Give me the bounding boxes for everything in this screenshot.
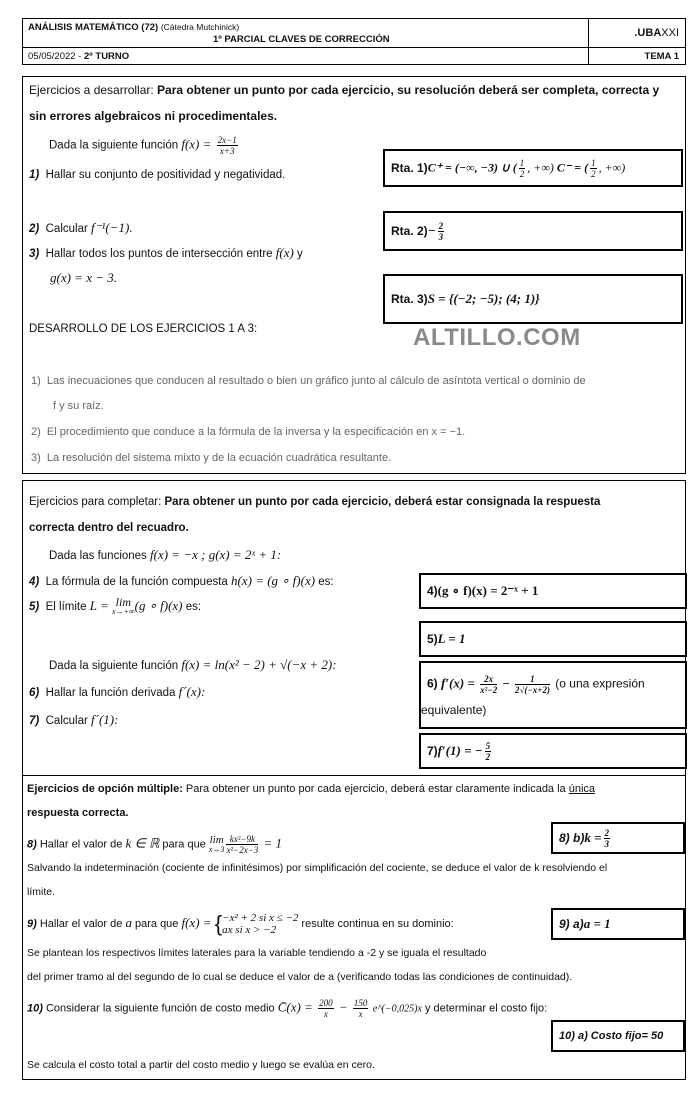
answer-box-9: 9) a) a = 1	[551, 908, 685, 940]
answer-box-1: Rta. 1) C⁺ = (−∞, −3) ∪ ( $\frac{1}{2}$ , +∞) C⁻ = ( $\frac{1}{2}$ , +∞)	[383, 149, 683, 187]
exercise-6: 6) Hallar la función derivada f´(x):	[29, 684, 206, 699]
exercise-9: 9) Hallar el valor de a para que f(x) = { −x² + 2 si x ≤ −2 ax si x > −2 resulte continua en su dominio:	[27, 911, 454, 936]
answer-box-6: 6) f′(x) = $\frac{2x}{\text{x²−2}}$ − $\frac{1}{2√(-x+2)}$ (o una expresión equivalente)	[419, 661, 687, 729]
given-functions: Dada las funciones f(x) = −x ; g(x) = 2ˣ + 1:	[49, 547, 282, 562]
exam-title: 1º PARCIAL CLAVES DE CORRECCIÓN	[213, 34, 390, 45]
development-1: 1) Las inecuaciones que conducen al resultado o bien un gráfico junto al cálculo de asíntota vertical o dominio de	[31, 375, 586, 387]
section-develop	[22, 76, 686, 474]
answer-box-4: 4) (g ∘ f)(x) = 2⁻ˣ + 1	[419, 573, 687, 609]
given-function-2: Dada la siguiente función f(x) = ln(x² − 2) + √(−x + 2):	[49, 657, 337, 672]
section1-intro-line2: sin errores algebraicos ni procedimentales.	[29, 109, 278, 123]
header-row-1	[22, 18, 686, 48]
exercise-2: 2) Calcular f⁻¹(−1).	[29, 220, 133, 235]
section-complete	[22, 480, 686, 776]
exercise-3-line2: g(x) = x − 3.	[50, 270, 117, 285]
section3-intro-line1: Ejercicios de opción múltiple: Para obtener un punto por cada ejercicio, deberá estar claramente indicada la única	[27, 783, 596, 795]
section1-intro-line1: Ejercicios a desarrollar: Para obtener un punto por cada ejercicio, su resolución deberá ser completa, correcta y	[29, 83, 660, 97]
explanation-9-line1: Se plantean los respectivos límites laterales para la variable tendiendo a -2 y se iguala el resultado	[27, 947, 487, 959]
section-multiple-choice	[22, 775, 686, 1080]
exercise-3: 3) Hallar todos los puntos de intersección entre f(x) y	[29, 245, 303, 260]
given-function: Dada la siguiente función f(x) = $\frac{2x-1}{x+3}$	[49, 135, 237, 156]
section3-intro-line2: respuesta correcta.	[27, 807, 129, 819]
section2-intro-line2: correcta dentro del recuadro.	[29, 522, 189, 534]
development-2: 2) El procedimiento que conduce a la fórmula de la inversa y la especificación en x = −1.	[31, 426, 466, 438]
tema-label: TEMA 1	[644, 51, 679, 62]
answer-box-7: 7) f′(1) = − $\frac{5}{2}$	[419, 733, 687, 769]
answer-box-2: Rta. 2) − $\frac{2}{3}$	[383, 211, 683, 251]
uba-xxi-logo: .UBAXXI	[634, 27, 679, 39]
exercise-1: 1) Hallar su conjunto de positividad y negatividad.	[29, 169, 286, 181]
course-name: ANÁLISIS MATEMÁTICO (72) (Cátedra Mutchinick)	[28, 22, 240, 33]
exercise-4: 4) La fórmula de la función compuesta h(x) = (g ∘ f)(x) es:	[29, 573, 334, 588]
explanation-8-line2: límite.	[27, 886, 56, 898]
header-title-cell	[23, 19, 589, 47]
explanation-9-line2: del primer tramo al del segundo de lo cual se deduce el valor de a (verificando todas las condiciones de continuidad).	[27, 971, 573, 983]
exercise-5: 5) El límite L = lim x→+∞ (g ∘ f)(x) es:	[29, 595, 202, 616]
development-3: 3) La resolución del sistema mixto y de la ecuación cuadrática resultante.	[31, 452, 392, 464]
header-row-2	[22, 47, 686, 65]
answer-box-10: 10) a) Costo fijo= 50	[551, 1020, 685, 1052]
exam-date: 05/05/2022 - 2º TURNO	[28, 51, 130, 62]
explanation-8-line1: Salvando la indeterminación (cociente de infinitésimos) por simplificación del cociente, se deduce el valor de k resolviendo el	[27, 862, 608, 874]
logo-cell	[589, 19, 685, 47]
date-cell	[23, 48, 589, 64]
tema-cell	[589, 48, 685, 64]
exercise-8: 8) Hallar el valor de k ∈ ℝ para que lim x→3 $\frac{\text{kx²−9k}}{\text{x²−2x−3}}$ = 1	[27, 833, 283, 855]
section2-intro-line1: Ejercicios para completar: Para obtener un punto por cada ejercicio, deberá estar consignada la respuesta	[29, 496, 601, 508]
answer-box-8: 8) b) k = $\frac{2}{3}$	[551, 822, 685, 854]
explanation-10: Se calcula el costo total a partir del costo medio y luego se evalúa en cero.	[27, 1059, 375, 1071]
development-1-line2: f y su raíz.	[53, 400, 104, 412]
development-title: DESARROLLO DE LOS EJERCICIOS 1 A 3:	[29, 323, 258, 335]
exercise-7: 7) Calcular f´(1):	[29, 712, 119, 727]
watermark: ALTILLO.COM	[413, 324, 581, 351]
answer-box-3: Rta. 3) S = {(−2; −5); (4; 1)}	[383, 274, 683, 324]
answer-box-5: 5) L = 1	[419, 621, 687, 657]
exercise-10: 10) Considerar la siguiente función de costo medio C̄(x) = $\frac{200}{x}$ − $\frac{150}{x}$ e^(−0,025)x y determinar el costo fijo:	[27, 998, 548, 1019]
